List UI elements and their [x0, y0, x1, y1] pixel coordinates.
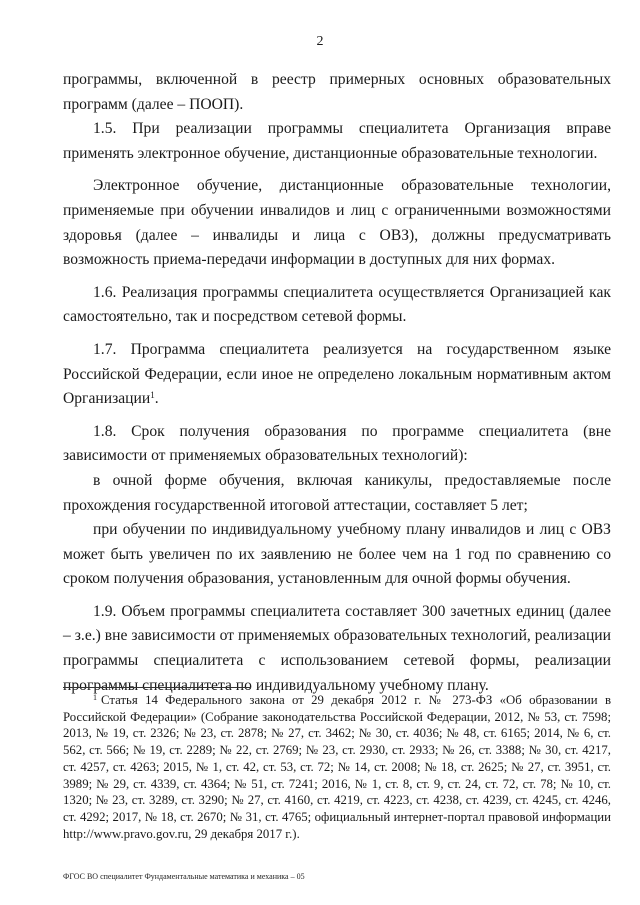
footnote-reference: 1: [150, 390, 155, 401]
paragraph-individual-plan: при обучении по индивидуальному учебному плану инвалидов и лиц с ОВЗ может быть увеличен по их заявлению не более чем на 1 год по сравнению со сроком получения образования, установленным для очной формы обучения.: [63, 521, 611, 588]
paragraph-1-8: 1.8. Срок получения образования по программе специалитета (вне зависимости от применяемых образовательных технологий):: [63, 422, 611, 465]
paragraph-1-7-text: 1.7. Программа специалитета реализуется на государственном языке Российской Федерации, если иное не определено локальным нормативным актом Организации: [63, 340, 611, 408]
paragraph-1-5: 1.5. При реализации программы специалитета Организация вправе применять электронное обучение, дистанционные образовательные технологии.: [63, 120, 611, 162]
footnote-text: Статья 14 Федерального закона от 29 декабря 2012 г. № 273-ФЗ «Об образовании в Российской Федерации» (Собрание законодательства Российской Федерации, 2012, № 53, ст. 7598; 2013, № 19, ст. 2326; № 23, ст. 2878; № 27, ст. 3462; № 30, ст. 4036; № 48, ст. 6165; 2014, № 6, ст. 562, ст. 566; № 19, ст. 2289; № 22, ст. 2769; № 23, ст. 2930, ст. 2933; № 26, ст. 3388; № 30, ст. 4217, ст. 4257, ст. 4263; 2015, № 1, ст. 42, ст. 53, ст. 72; № 14, ст. 2008; № 18, ст. 2625; № 27, ст. 3951, ст. 3989; № 29, ст. 4339, ст. 4364; № 51, ст. 7241; 2016, № 1, ст. 8, ст. 9, ст. 24, ст. 72, ст. 78; № 10, ст. 1320; № 23, ст. 3289, ст. 3290; № 27, ст. 4160, ст. 4219, ст. 4223, ст. 4238, ст. 4239, ст. 4245, ст. 4246, ст. 4292; 2017, № 18, ст. 2670; № 31, ст. 4765; официальный интернет-портал правовой информации http://www.pravo.gov.ru, 29 декабря 2017 г.).: [63, 693, 611, 841]
paragraph-continuation: программы, включенной в реестр примерных основных образовательных программ (далее – ПООП).: [63, 71, 611, 113]
paragraph-1-7: 1.7. Программа специалитета реализуется на государственном языке Российской Федерации, если иное не определено локальным нормативным актом Организации$^1$.: [63, 340, 611, 408]
page-footer: ФГОС ВО специалитет Фундаментальные математика и механика – 05: [63, 872, 305, 881]
footnote: [63, 692, 611, 842]
paragraph-1-6: 1.6. Реализация программы специалитета осуществляется Организацией как самостоятельно, так и посредством сетевой формы.: [63, 283, 611, 326]
footnote-marker: 1: [93, 693, 97, 702]
paragraph-1-9: 1.9. Объем программы специалитета составляет 300 зачетных единиц (далее – з.е.) вне зависимости от применяемых образовательных технологий, реализации программы специалитета с использованием сетевой формы, реализации программы специалитета по индивидуальному учебному плану.: [63, 602, 611, 694]
document-body: [63, 68, 611, 706]
footnote-divider: [63, 687, 251, 688]
paragraph-full-time: в очной форме обучения, включая каникулы, предоставляемые после прохождения государственной итоговой аттестации, составляет 5 лет;: [63, 471, 611, 514]
page-number: 2: [316, 34, 324, 49]
paragraph-e-learning: Электронное обучение, дистанционные образовательные технологии, применяемые при обучении инвалидов и лиц с ограниченными возможностями здоровья (далее – инвалиды и лица с ОВЗ), должны предусматривать возможность приема-передачи информации в доступных для них формах.: [63, 177, 611, 269]
